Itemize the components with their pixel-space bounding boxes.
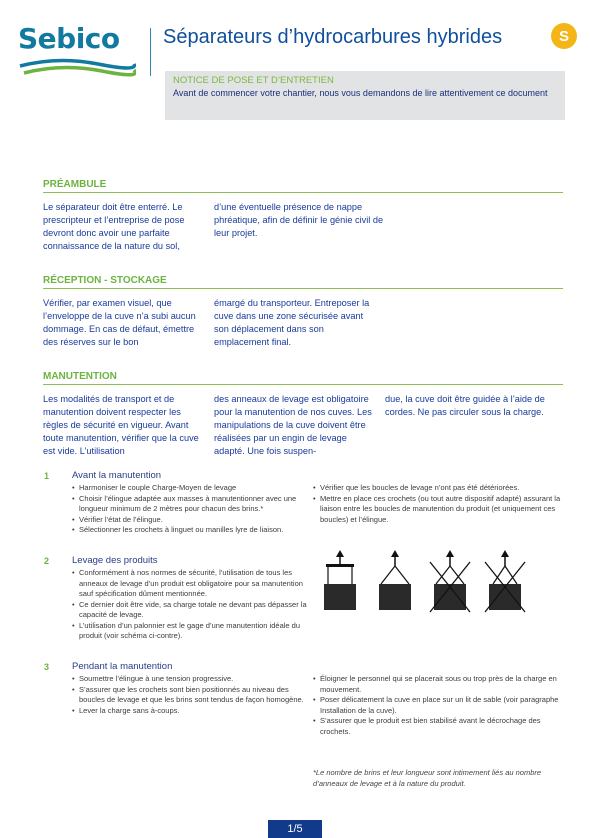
lifting-ok-spreader-icon bbox=[324, 550, 356, 610]
preambule-col1: Le séparateur doit être enterré. Le prescripteur et l’entreprise de pose devront donc avoir une parfaite connaissance de la nature du sol, bbox=[43, 202, 185, 251]
logo-wave-icon bbox=[18, 58, 136, 80]
notice-text: Avant de commencer votre chantier, nous vous demandons de lire attentivement ce document bbox=[173, 88, 548, 98]
list-item: • Lever la charge sans à-coups. bbox=[72, 706, 308, 717]
lifting-forbidden-icon bbox=[485, 550, 525, 612]
preambule-col2: d’une éventuelle présence de nappe phréatique, afin de définir le génie civil de leur projet. bbox=[214, 202, 384, 238]
step3-left-list bbox=[72, 674, 308, 716]
list-item: • Vérifier que les boucles de levage n’ont pas été détériorées. bbox=[313, 483, 561, 494]
step-title: Avant la manutention bbox=[72, 470, 162, 481]
manutention-col3: due, la cuve doit être guidée à l’aide de cordes. Ne pas circuler sous la charge. bbox=[385, 394, 545, 417]
step3-right-list bbox=[313, 674, 561, 737]
logo-wordmark: Sebico bbox=[18, 22, 120, 55]
lifting-ok-sling-icon bbox=[379, 550, 411, 610]
lifting-forbidden-icon bbox=[430, 550, 470, 612]
list-item: • Vérifier l’état de l’élingue. bbox=[72, 515, 308, 526]
header-divider bbox=[150, 28, 151, 76]
section-manutention bbox=[43, 371, 563, 385]
step-number: 1 bbox=[44, 471, 50, 481]
manutention-col2: des anneaux de levage est obligatoire pour la manutention de nos cuves. Les manipulations de la cuve doivent être réalisées par un engin de levage adapté. Une fois suspen- bbox=[214, 394, 372, 456]
step-title: Pendant la manutention bbox=[72, 661, 173, 672]
reception-col2: émargé du transporteur. Entreposer la cuve dans une zone sécurisée avant son déplacement dans son emplacement final. bbox=[214, 298, 370, 347]
step2-left-list bbox=[72, 568, 308, 642]
footnote: *Le nombre de brins et leur longueur sont intimement liés au nombre d’anneaux de levage et à la nature du produit. bbox=[313, 768, 542, 788]
list-item: • Poser délicatement la cuve en place sur un lit de sable (voir paragraphe Installation de la cuve). bbox=[313, 695, 561, 716]
manutention-col1: Les modalités de transport et de manutention doivent respecter les règles de sécurité en vigueur. Avant toute manutention, vérifier que la cuve est vide. L’utilisation bbox=[43, 394, 199, 456]
page-number: 1/5 bbox=[268, 820, 322, 838]
list-item: • S’assurer que les crochets sont bien positionnés au niveau des boucles de levage et que les brins sont tendus de façon homogène. bbox=[72, 685, 308, 706]
section-preambule bbox=[43, 179, 563, 193]
section-title: MANUTENTION bbox=[43, 371, 117, 382]
step-number: 3 bbox=[44, 662, 50, 672]
section-title: RÉCEPTION - STOCKAGE bbox=[43, 275, 167, 286]
list-item: • Conformément à nos normes de sécurité, l’utilisation de tous les anneaux de levage d’un produit est obligatoire pour sa manutention sauf spécification dûment mentionnée. bbox=[72, 568, 308, 600]
list-item: • Ce dernier doit être vide, sa charge totale ne devant pas dépasser la capacité de levage. bbox=[72, 600, 308, 621]
list-item: • Harmoniser le couple Charge-Moyen de levage bbox=[72, 483, 308, 494]
step-title: Levage des produits bbox=[72, 555, 158, 566]
page-title: Séparateurs d’hydrocarbures hybrides bbox=[163, 26, 503, 48]
list-item: • Mettre en place ces crochets (ou tout autre dispositif adapté) assurant la liaison entre les boucles de manutention du produit (et uniquement ces boucles) et l’élingue. bbox=[313, 494, 561, 526]
sebico-logo bbox=[18, 22, 136, 82]
list-item: • Sélectionner les crochets à linguet ou manilles lyre de liaison. bbox=[72, 525, 308, 536]
list-item: • Éloigner le personnel qui se placerait sous ou trop près de la charge en mouvement. bbox=[313, 674, 561, 695]
notice-title: NOTICE DE POSE ET D’ENTRETIEN bbox=[173, 75, 334, 86]
section-title: PRÉAMBULE bbox=[43, 179, 107, 190]
list-item: • Soumettre l’élingue à une tension progressive. bbox=[72, 674, 308, 685]
lifting-diagram bbox=[318, 548, 538, 614]
list-item: • L’utilisation d’un palonnier est le gage d’une manutention idéale du produit (voir schéma ci-contre). bbox=[72, 621, 308, 642]
notice-box bbox=[165, 71, 565, 120]
reception-col1: Vérifier, par examen visuel, que l’enveloppe de la cuve n’a subi aucun dommage. En cas de défaut, émettre des réserves sur le bon bbox=[43, 298, 196, 347]
list-item: • S’assurer que le produit est bien stabilisé avant le décrochage des crochets. bbox=[313, 716, 561, 737]
step1-left-list bbox=[72, 483, 308, 536]
list-item: • Choisir l’élingue adaptée aux masses à manutentionner avec une longueur minimum de 2 mètres pour chacun des brins.* bbox=[72, 494, 308, 515]
section-badge: S bbox=[551, 23, 577, 49]
section-reception bbox=[43, 275, 563, 289]
step1-right-list bbox=[313, 483, 561, 525]
step-number: 2 bbox=[44, 556, 50, 566]
